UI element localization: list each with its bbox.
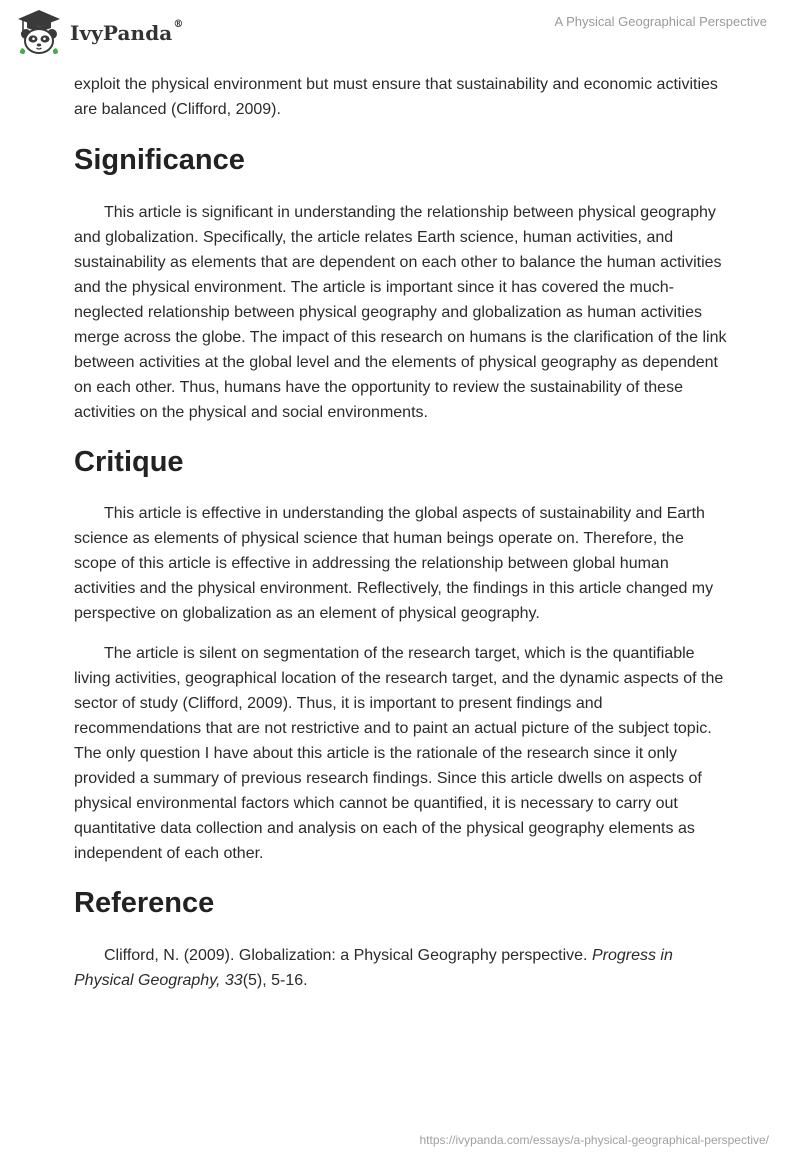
significance-heading: Significance	[74, 144, 245, 176]
critique-paragraph-2: The article is silent on segmentation of the research target, which is the quantifiable living activities, geographical location of the research target, and the dynamic aspects of the sector of study (Clifford, 2009). Thus, it is important to present findings and recommendations that are not restrictive and to paint an actual picture of the subject topic. The only question I have about this article is the rationale of the research since it only provided a summary of previous research findings. Since this article dwells on aspects of physical environmental factors which cannot be quantified, it is necessary to carry out quantitative data collection and analysis on each of the physical geography elements as independent of each other.	[74, 645, 724, 862]
reference-citation	[74, 943, 728, 993]
critique-paragraph-1: This article is effective in understanding the global aspects of sustainability and Earth science as elements of physical science that human beings operate on. Therefore, the scope of this article is effective in addressing the relationship between global human activities and the physical environment. Reflectively, the findings in this article changed my perspective on globalization as an element of physical geography.	[74, 505, 714, 622]
essay-content	[74, 72, 728, 993]
page-header	[0, 0, 800, 62]
panda-graduate-icon	[14, 8, 64, 56]
citation-journal: Progress in Physical Geography, 33	[74, 947, 673, 989]
significance-paragraph: This article is significant in understanding the relationship between physical geography and globalization. Specifically, the article relates Earth science, human activities, and sustainability as elements that are dependent on each other to balance the human activities and the physical environment. The article is important since it has covered the much-neglected relationship between physical geography and globalization as human activities merge across the globe. The impact of this research on humans is the clarification of the link between activities at the global level and the elements of physical geography as dependent on each other. Thus, humans have the opportunity to review the sustainability of these activities on the physical and social environments.	[74, 204, 727, 421]
ivypanda-logo[interactable]	[14, 8, 183, 56]
reference-heading: Reference	[74, 887, 215, 919]
document-title: A Physical Geographical Perspective	[554, 14, 767, 29]
logo-name: IvyPanda	[70, 21, 173, 45]
footer-url-link[interactable]: https://ivypanda.com/essays/a-physical-geographical-perspective/	[419, 1133, 769, 1147]
citation-main: Clifford, N. (2009). Globalization: a Physical Geography perspective.	[104, 947, 592, 964]
registered-mark: ®	[173, 19, 184, 30]
intro-paragraph: exploit the physical environment but must ensure that sustainability and economic activities are balanced (Clifford, 2009).	[74, 76, 718, 118]
citation-rest: (5), 5-16.	[242, 972, 308, 989]
logo-text	[70, 21, 183, 45]
critique-heading: Critique	[74, 446, 184, 478]
